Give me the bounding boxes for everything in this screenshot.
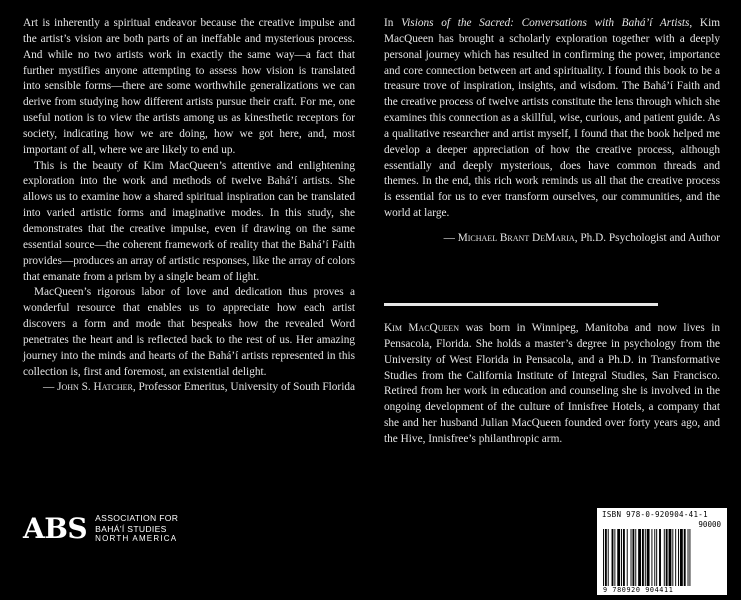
barcode-bar bbox=[664, 529, 665, 586]
barcode-bar bbox=[647, 529, 650, 586]
barcode-bar bbox=[627, 529, 628, 586]
attribution-dash: — bbox=[443, 231, 458, 244]
bio-text: was born in Winnipeg, Manitoba and now lives in Pensacola, Florida. She holds a master’s degree in psychology from the University of West Florida in Pensacola, and a Ph.D. in Transformative Studies from the California Institute of Integral Studies, San Francisco. Retired from her work in education and counseling she is involved in the ongoing development of the culture of Innisfree Hotels, a company that she and her husband Julian MacQueen founded over forty years ago, and the Hive, Innisfree’s philanthropic arm. bbox=[384, 322, 720, 445]
barcode-digits: 9 780920 904411 bbox=[603, 586, 674, 594]
barcode-bar bbox=[623, 529, 625, 586]
barcode-bar bbox=[614, 529, 615, 586]
barcode-bar bbox=[654, 529, 655, 586]
logo-line: BAHÁ’Í STUDIES bbox=[95, 523, 167, 534]
barcode-bar bbox=[608, 529, 609, 586]
barcode-bar bbox=[688, 529, 689, 586]
barcode-bar bbox=[675, 529, 676, 586]
publisher-logo bbox=[23, 511, 178, 547]
right-column bbox=[384, 16, 720, 247]
barcode-bar bbox=[672, 529, 673, 586]
barcode-bar bbox=[678, 529, 679, 586]
barcode-bar bbox=[617, 529, 620, 586]
right-attribution bbox=[384, 231, 720, 247]
price-code: 90000 bbox=[698, 520, 721, 529]
isbn-label: ISBN 978-0-920904-41-1 bbox=[602, 510, 708, 519]
attribution-role: , Professor Emeritus, University of South Florida bbox=[132, 381, 355, 394]
barcode-bar bbox=[689, 529, 690, 586]
author-bio bbox=[384, 321, 720, 448]
barcode-bar bbox=[621, 529, 622, 586]
barcode-bar bbox=[612, 529, 614, 586]
divider-rule bbox=[384, 303, 658, 306]
barcode-bar bbox=[645, 529, 646, 586]
barcode-bar bbox=[603, 529, 604, 586]
left-paragraph: This is the beauty of Kim MacQueen’s attentive and enlightening exploration into the work and methods of twelve Bahá’í artists. She allows us to examine how a shared spiritual inspiration can be translated into varied artistic forms and imaginative modes. In this study, she demonstrates that the creative impulse, even if drawing on the same essential source—the coherent framework of reality that the Bahá’í Faith provides—produces an array of artistic responses, like the array of colors that emanate from a prism by a single beam of light. bbox=[23, 159, 355, 283]
author-name: Kim MacQueen bbox=[384, 322, 460, 334]
attribution-name: John S. Hatcher bbox=[57, 381, 133, 394]
barcode-bar bbox=[659, 529, 661, 586]
barcode-bar bbox=[656, 529, 657, 586]
barcode-bar bbox=[631, 529, 632, 586]
barcode-bar bbox=[638, 529, 641, 586]
logo-line: NORTH AMERICA bbox=[95, 534, 178, 544]
review-intro: In bbox=[384, 17, 402, 29]
attribution-dash: — bbox=[42, 381, 58, 394]
barcode-bar bbox=[635, 529, 636, 586]
left-paragraph: MacQueen’s rigorous labor of love and dedication thus proves a wonderful resource that enables us to appreciate how each artist discovers a form and mode that bespeaks how the revealed Word penetrates the heart and is reflected back to the rest of us. Her amazing journey into the minds and hearts of the Bahá’í artists represented in this collection is, first and foremost, an existential delight. bbox=[23, 286, 355, 378]
barcode-bar bbox=[669, 529, 672, 586]
book-title: Visions of the Sacred: Conversations with Bahá’í Artists bbox=[401, 17, 690, 29]
barcode-bar bbox=[666, 529, 668, 586]
barcode-bars bbox=[603, 529, 721, 586]
review-body: , Kim MacQueen has brought a scholarly exploration together with a deeply personal journey which has resulted in confirming the power, importance and core connection between art and spirituality. I found this book to be a treasure trove of inspiration, insights, and wisdom. The Bahá’í Faith and the creative process of twelve artists constitute the lens through which she examines this connection as a skillful, wise, curious, and patient guide. As a qualitative researcher and artist myself, I found that the book helped me develop a deeper appreciation of how the creative process, although essentially and deeply mysterious, does have common threads and themes. In the end, this rich work reminds us all that the creative process is essential for us to ever transform ourselves, our communities, and the world at large. bbox=[384, 17, 720, 220]
left-attribution bbox=[23, 380, 355, 396]
logo-wordmark bbox=[95, 513, 178, 545]
barcode-bar bbox=[605, 529, 607, 586]
review-paragraph bbox=[384, 16, 720, 222]
attribution-role: , Ph.D. Psychologist and Author bbox=[574, 231, 720, 244]
left-column bbox=[23, 16, 355, 396]
barcode-bar bbox=[651, 529, 652, 586]
left-paragraph: Art is inherently a spiritual endeavor because the creative impulse and the artist’s vision are both parts of an ineffable and mysterious process. And while no two artists work in exactly the same way—a fact that further mystifies anyone attempting to assess how vision is translated into sensible forms—there are some worthwhile generalizations we can derive from studying how different artists pursue their craft. For me, one useful notion is to view the artists among us as kinesthetic receptors for society, indicating how we are doing, how we got here, and, most important of all, where we are likely to end up. bbox=[23, 17, 355, 156]
logo-line: ASSOCIATION FOR bbox=[95, 513, 179, 524]
logo-abbreviation: ABS bbox=[23, 512, 88, 545]
barcode-bar bbox=[642, 529, 644, 586]
bio-paragraph bbox=[384, 321, 720, 448]
barcode-bar bbox=[684, 529, 686, 586]
barcode-bar bbox=[680, 529, 683, 586]
isbn-barcode bbox=[597, 508, 727, 595]
barcode-bar bbox=[632, 529, 634, 586]
attribution-name: Michael Brant DeMaria bbox=[457, 231, 575, 244]
